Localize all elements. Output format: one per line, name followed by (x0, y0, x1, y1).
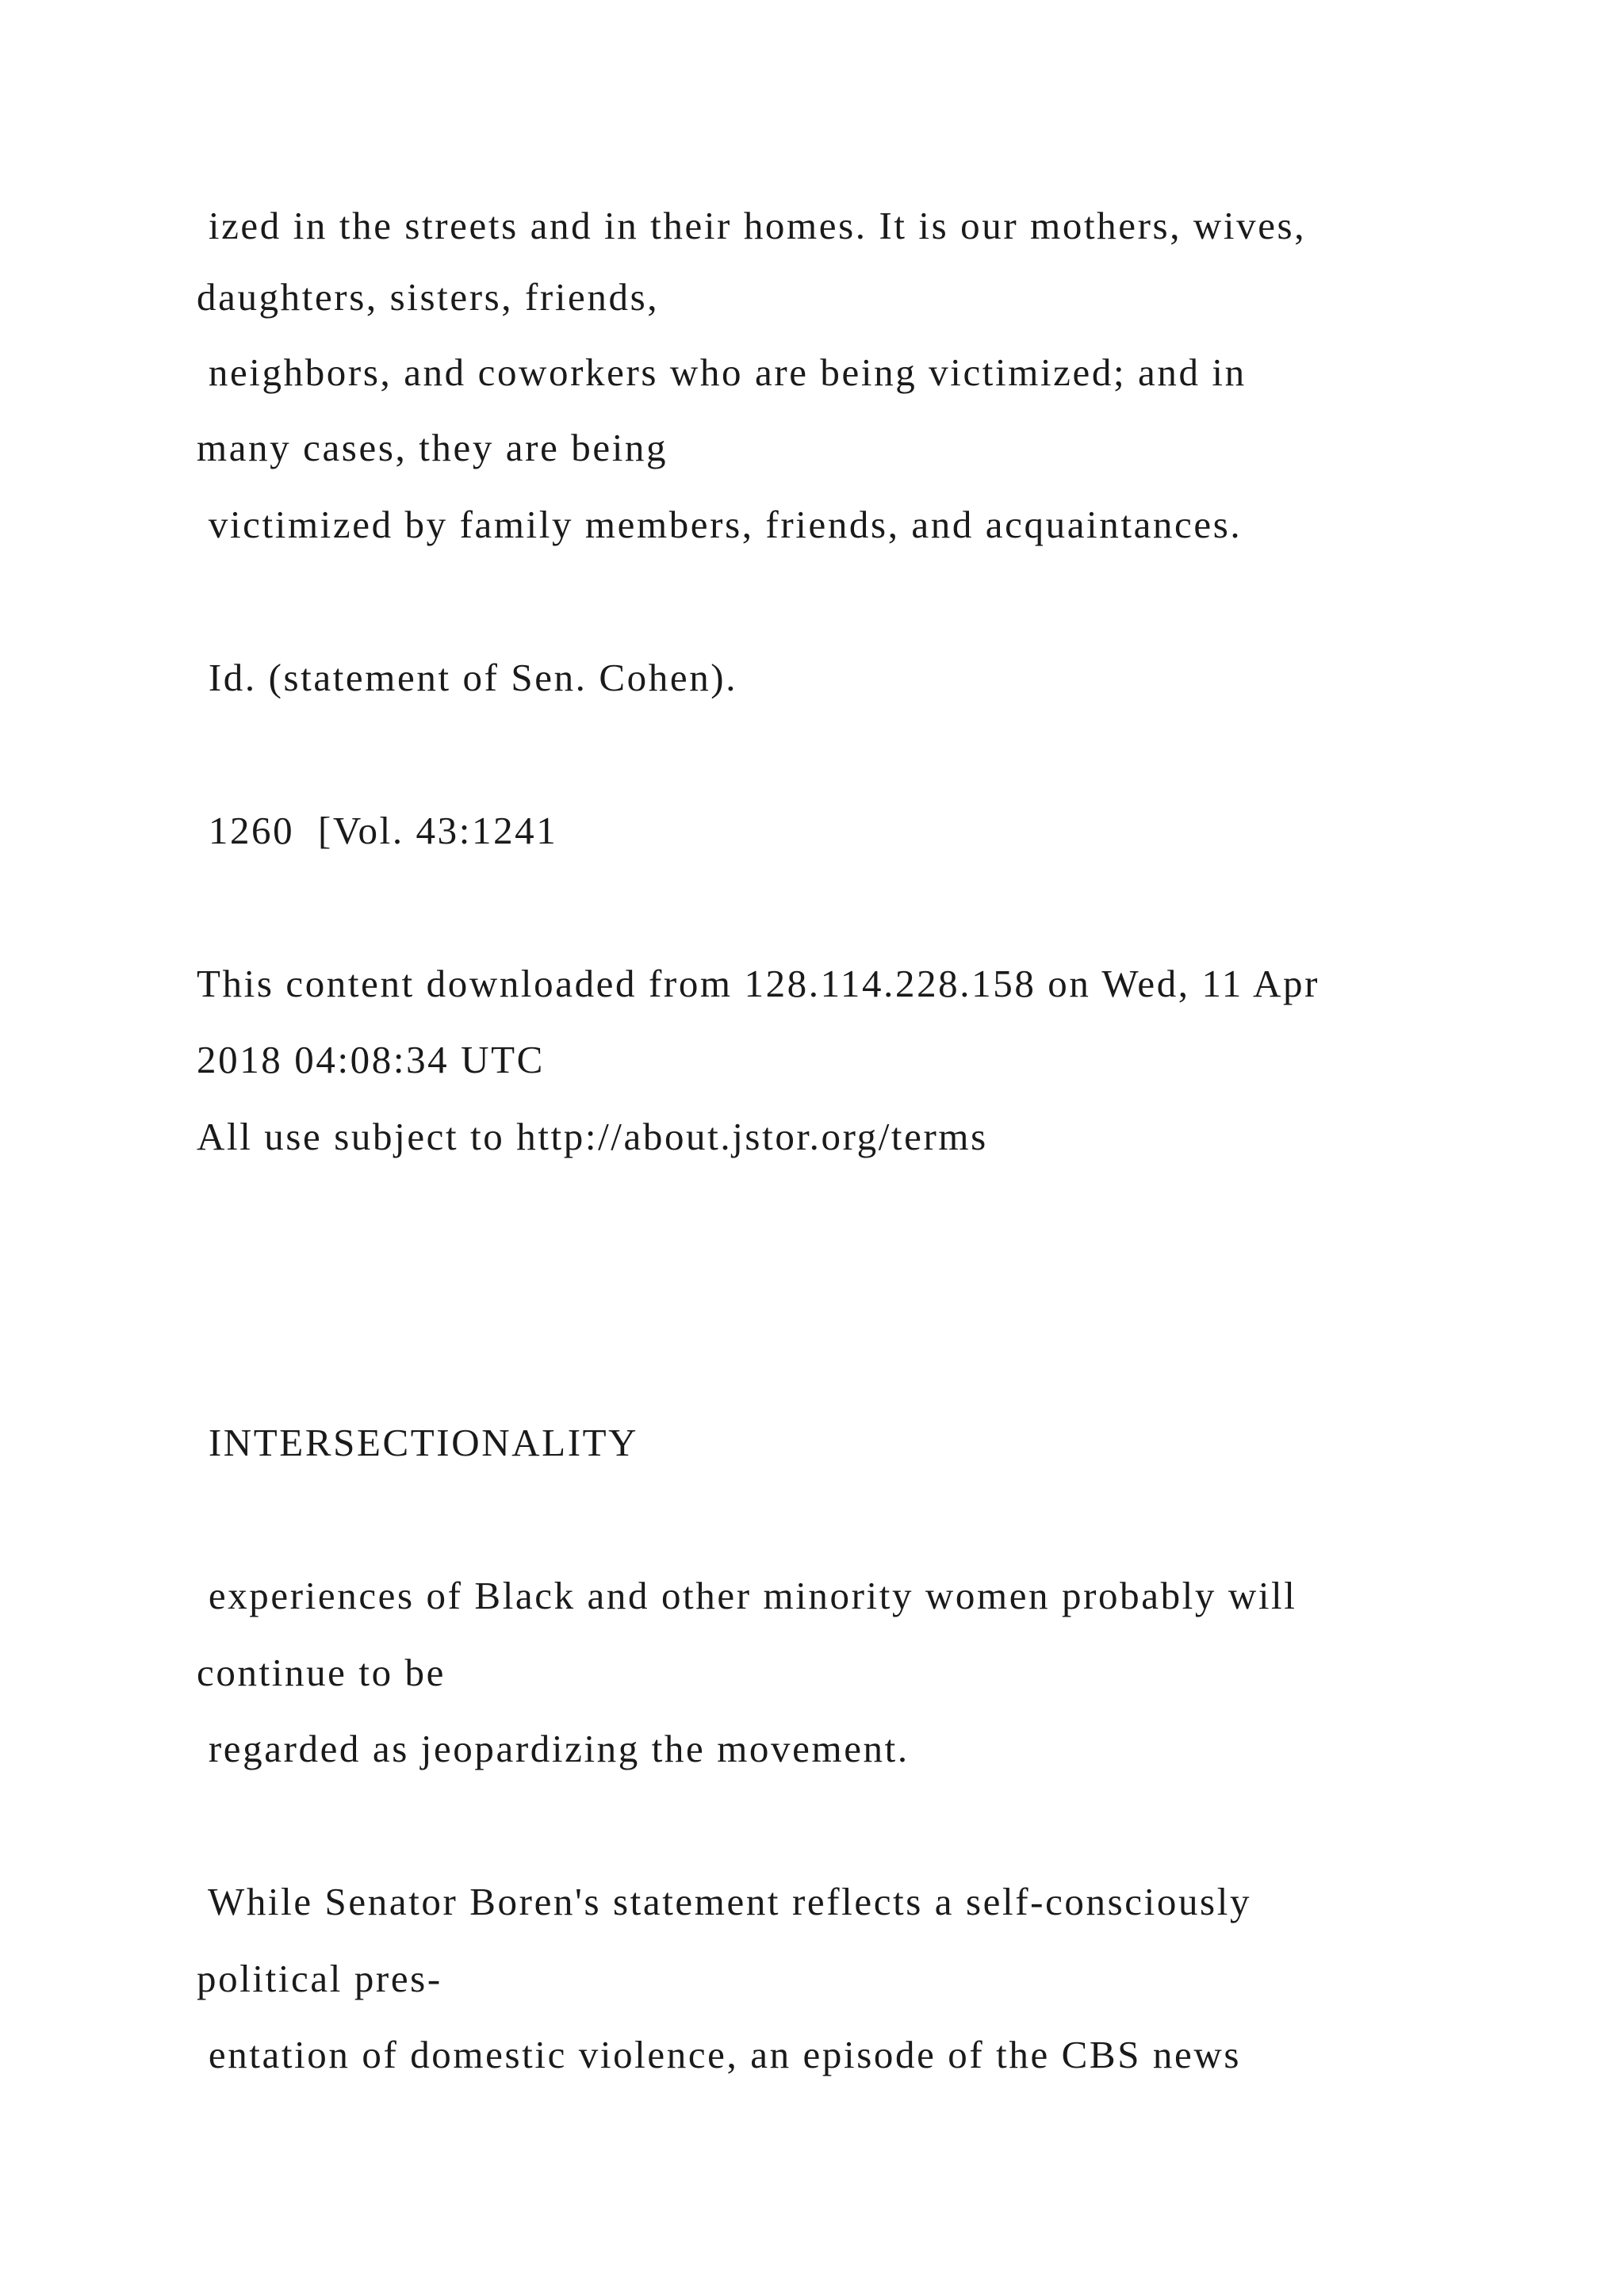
running-head: INTERSECTIONALITY (197, 1421, 639, 1464)
paragraph-line: experiences of Black and other minority women probably will (197, 1574, 1297, 1617)
download-notice-line: This content downloaded from 128.114.228.158 on Wed, 11 Apr (197, 962, 1320, 1005)
quote-line: daughters, sisters, friends, (197, 275, 660, 319)
citation: Id. (statement of Sen. Cohen). (197, 656, 738, 699)
paragraph-line: While Senator Boren's statement reflects a self-consciously (197, 1880, 1252, 1923)
quote-line: victimized by family members, friends, and acquaintances. (197, 503, 1243, 546)
paragraph-line: regarded as jeopardizing the movement. (197, 1727, 910, 1770)
download-notice-line: All use subject to http://about.jstor.org/terms (197, 1115, 988, 1158)
page-header: 1260 [Vol. 43:1241 (197, 809, 558, 852)
quote-line: neighbors, and coworkers who are being victimized; and in (197, 350, 1247, 394)
paragraph-line: entation of domestic violence, an episode of the CBS news (197, 2033, 1242, 2076)
paragraph-line: political pres- (197, 1957, 442, 2000)
quote-line: ized in the streets and in their homes. It is our mothers, wives, (197, 204, 1307, 247)
download-notice-line: 2018 04:08:34 UTC (197, 1038, 545, 1081)
paragraph-line: continue to be (197, 1651, 446, 1694)
quote-line: many cases, they are being (197, 426, 668, 469)
